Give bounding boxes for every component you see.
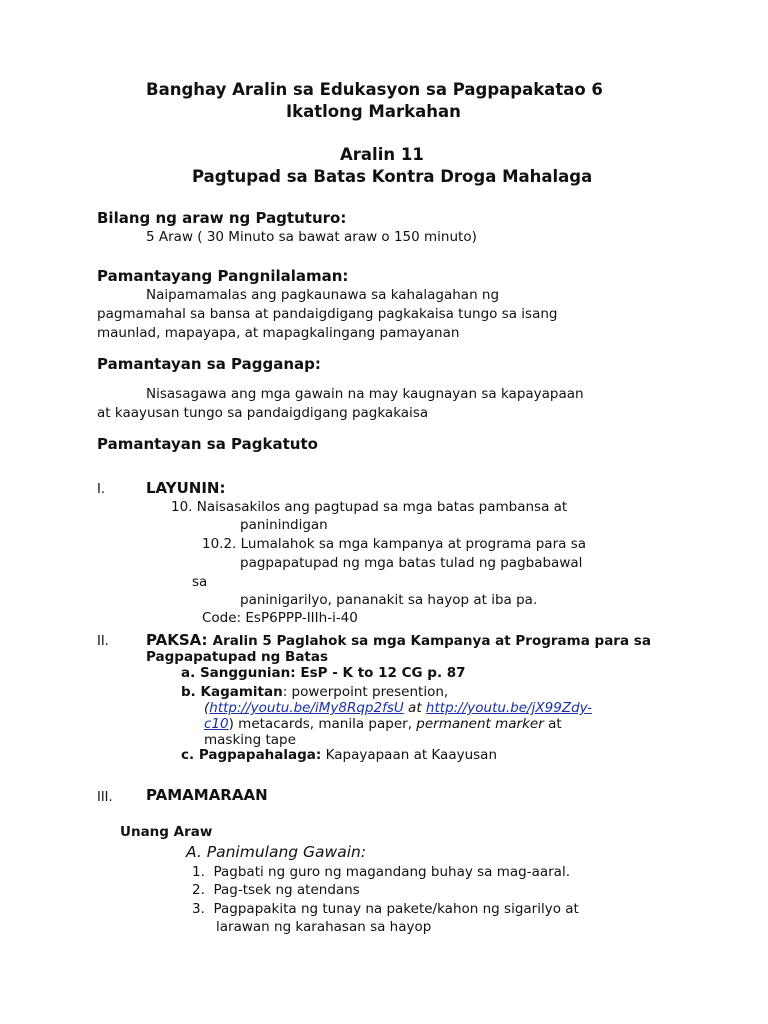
sanggunian-value: : EsP - K to 12 CG p. 87 [290, 665, 466, 681]
materials-text: ) metacards, manila paper, [228, 716, 417, 732]
masking-tape-line: masking tape [204, 732, 296, 748]
bilang-value: 5 Araw ( 30 Minuto sa bawat araw o 150 minuto) [146, 229, 477, 245]
list-item-number: 3. [192, 901, 205, 917]
pamamaraan-heading: PAMAMARAAN [146, 786, 268, 804]
lesson-title: Pagtupad sa Batas Kontra Droga Mahalaga [192, 167, 593, 186]
list-item-number: 2. [192, 882, 205, 898]
list-item [192, 864, 570, 880]
pagkatuto-heading: Pamantayan sa Pagkatuto [97, 435, 318, 453]
panimulang-gawain-heading: A. Panimulang Gawain: [186, 843, 367, 861]
pangnilalaman-line-1: Naipamamalas ang pagkaunawa sa kahalagahan ng [146, 287, 500, 303]
bilang-heading: Bilang ng araw ng Pagtuturo: [97, 209, 347, 227]
layunin-line-4: pagpapatupad ng mga batas tulad ng pagbabawal [240, 555, 583, 571]
pagganap-heading: Pamantayan sa Pagganap: [97, 355, 321, 373]
pagpapahalaga-line [181, 747, 497, 763]
layunin-line-2: paninindigan [240, 517, 328, 533]
list-item-number: 1. [192, 864, 205, 880]
lesson-number: Aralin 11 [340, 145, 424, 164]
youtube-link-1[interactable]: http://youtu.be/iMy8Rqp2fsU [209, 700, 404, 716]
title-line-2: Ikatlong Markahan [286, 102, 461, 121]
pangnilalaman-line-2: pagmamahal sa bansa at pandaigdigang pagkakaisa tungo sa isang [97, 306, 558, 322]
pagpapahalaga-value: Kapayapaan at Kaayusan [321, 747, 497, 763]
kagamitan-materials-line [204, 716, 562, 732]
paksa-title-1: Aralin 5 Paglahok sa mga Kampanya at Programa para sa [212, 633, 651, 649]
kagamitan-links-line [204, 700, 592, 716]
list-item-text: Pagbati ng guro ng magandang buhay sa mag-aaral. [213, 864, 570, 880]
layunin-line-5: sa [192, 574, 208, 590]
title-line-1: Banghay Aralin sa Edukasyon sa Pagpapakatao 6 [146, 80, 603, 99]
list-item-text: Pag-tsek ng atendans [213, 882, 360, 898]
layunin-numeral: I. [97, 482, 105, 497]
at-connector-2: at [543, 716, 562, 732]
paksa-numeral: II. [97, 634, 109, 649]
kagamitan-value: : powerpoint presention, [282, 684, 449, 700]
pagganap-line-2: at kaayusan tungo sa pandaigdigang pagkakaisa [97, 405, 429, 421]
unang-araw: Unang Araw [120, 824, 213, 840]
pagpapahalaga-label: c. Pagpapahalaga: [181, 747, 322, 763]
pamamaraan-numeral: III. [97, 790, 113, 805]
layunin-line-1: 10. Naisasakilos ang pagtupad sa mga batas pambansa at [171, 499, 568, 515]
pagganap-line-1: Nisasagawa ang mga gawain na may kaugnayan sa kapayapaan [146, 386, 584, 402]
kagamitan-line [181, 684, 448, 700]
sanggunian-line [181, 665, 466, 681]
list-item-text: Pagpapakita ng tunay na pakete/kahon ng sigarilyo at [213, 901, 579, 917]
at-connector: at [403, 700, 426, 716]
permanent-marker-text: permanent marker [416, 716, 544, 732]
list-item [192, 901, 579, 917]
pangnilalaman-line-3: maunlad, mapayapa, at mapagkalingang pamayanan [97, 325, 460, 341]
paksa-heading: PAKSA: [146, 631, 208, 649]
youtube-link-2-cont[interactable]: c10 [204, 716, 229, 732]
layunin-line-6: paninigarilyo, pananakit sa hayop at iba pa. [240, 592, 538, 608]
pangnilalaman-heading: Pamantayang Pangnilalaman: [97, 267, 349, 285]
paksa-title-2: Pagpapatupad ng Batas [146, 649, 329, 665]
layunin-heading: LAYUNIN: [146, 479, 226, 497]
open-paren: ( [204, 700, 210, 716]
sanggunian-label: a. Sanggunian [181, 665, 291, 681]
layunin-line-3: 10.2. Lumalahok sa mga kampanya at programa para sa [202, 536, 586, 552]
layunin-code: Code: EsP6PPP-IIIh-i-40 [202, 610, 358, 626]
youtube-link-2[interactable]: http://youtu.be/jX99Zdy- [425, 700, 593, 716]
list-item-continuation: larawan ng karahasan sa hayop [216, 919, 432, 935]
kagamitan-label: b. Kagamitan [181, 684, 283, 700]
paksa-line-1 [146, 630, 651, 649]
list-item [192, 882, 360, 898]
